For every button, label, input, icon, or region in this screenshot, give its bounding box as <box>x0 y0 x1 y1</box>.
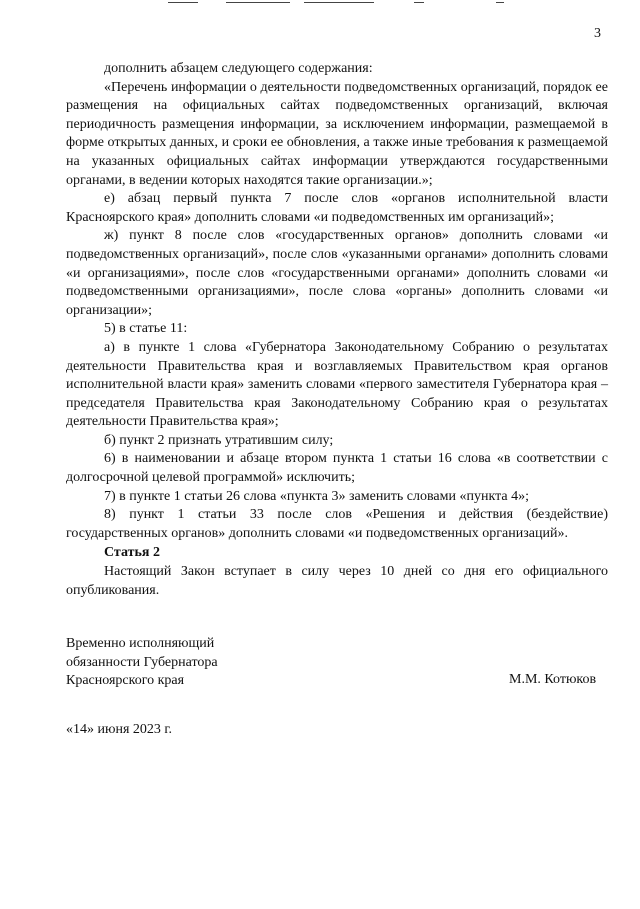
article-heading: Статья 2 <box>104 545 160 560</box>
signatory-name: М.М. Котюков <box>509 672 597 687</box>
paragraph: 7) в пункте 1 статьи 26 слова «пункта 3» заменить словами «пункта 4»; <box>104 488 529 504</box>
paragraph: ж) пункт 8 после слов «государственных органов» дополнить словами «и подведомственных организаций», после слов «указанными органами» дополнить словами «и организациями», после слов «государственными органами» дополнить словами «и подведомственными организациями», после слова «органы» дополнить словами «и организации»; <box>66 228 608 318</box>
article-text: Настоящий Закон вступает в силу через 10 дней со дня его официального опубликования. <box>66 564 608 598</box>
paragraph: 5) в статье 11: <box>104 321 188 337</box>
page-number: 3 <box>594 26 601 41</box>
paragraph: «Перечень информации о деятельности подведомственных организаций, порядок ее размещения на официальных сайтах подведомственных организаций, включая периодичность размещения информации, за исключением информации, размещаемой в форме открытых данных, и сроки ее обновления, а также иные требования к размещаемой на указанных официальных сайтах информации утверждаются государственными органами, в ведении которых находятся такие организации.»; <box>66 79 608 188</box>
paragraph: б) пункт 2 признать утратившим силу; <box>104 432 334 448</box>
paragraph: 6) в наименовании и абзаце втором пункта 1 статьи 16 слова «в соответствии с долгосрочной целевой программой» исключить; <box>66 451 608 486</box>
paragraph: а) в пункте 1 слова «Губернатора Законодательному Собранию о результатах деятельности Правительства края и возглавляемых Правительством края органов исполнительной власти края» заменить словами «первого заместителя Губернатора края – председателя Правительства края Законодательному Собранию края о результатах деятельности Правительства края»; <box>66 339 608 430</box>
document-body <box>66 60 608 543</box>
scan-artifact <box>0 0 640 8</box>
paragraph: е) абзац первый пункта 7 после слов «органов исполнительной власти Красноярского края» дополнить словами «и подведомственных им организаций»; <box>66 191 608 225</box>
signatory-title-line: Красноярского края <box>66 673 185 689</box>
signatory-title-line: обязанности Губернатора <box>66 654 218 670</box>
signatory-title <box>66 635 218 691</box>
document-date: «14» июня 2023 г. <box>66 722 173 737</box>
paragraph: дополнить абзацем следующего содержания: <box>104 61 373 76</box>
paragraph: 8) пункт 1 статьи 33 после слов «Решения и действия (бездействие) государственных органов» дополнить словами «и подведомственных организаций». <box>66 507 608 541</box>
signatory-title-line: Временно исполняющий <box>66 636 215 651</box>
